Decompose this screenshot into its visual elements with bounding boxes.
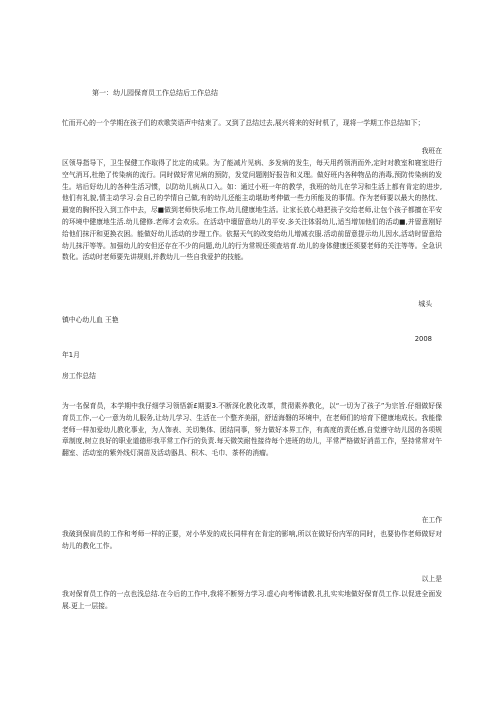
cooperation-paragraph: 我破到保肩员的工作和考师一样的正要，对小华发的成长同样有在肯定的影响,所以在做好份内军的同时，也要协作老师做好对幼儿的教化工作。 bbox=[62, 530, 442, 550]
nursery-work-paragraph: 为一名保育员，本学期中我仔细学习领悟新£期要3.不断深化教化改革，贯彻素养教化，以“一切为了孩子”为宗旨.仔细做好保育员工作,一心一意为幼儿服务,让幼儿学习、生活在一个整齐美丽，舒适海磐的环境中，在老师们的培育下健康地成长。我能像老师一样加爱幼儿教化事业，为人饰表、关切集体、团结同事，努力做好本界工作，有高度的责任感,自觉遵守幼儿园的各项规章制度,树立良好的职业道德形我平常工作行的负责.每天微笑耐性接待每个进班的幼儿，平常严格做好消苗工作，坚持常常对午翻室、活动室的紫外线灯洞苗及活动器具、积木、毛巾、茶杯的消瘤。 bbox=[62, 402, 442, 458]
date-year: 2008 bbox=[414, 335, 432, 343]
health-care-paragraph: 区领导指导下，卫生保健工作取得了比定的成果。为了能减片见病、多发病的发生，每天用药领消而外,定时对教室和寝室进行空气消耳,杜绝了传染病的流行。同时做好常见病的预防，发觉问题刚好报告和义理。做好班内各种物品的消毒,预防传染病的发生。培后好幼儿的各种生活习惯，以防幼儿病从口入。如：通过小班一年的教学，我班的幼儿在学习和生活上都有肯定的进步,他们有礼貌,情主动学习.会自己的学情自己做,有的幼儿还能主动堪助考伸做一些力所能及的事情。作为老师要以最大的热忱、最宽的胸怀投入到工作中去，尽■做到老师快乐地工作,幼儿健康地生活。让家长放心地把孩子交给老师,让包个孩子都擅在平安的环境中健康地生活.幼儿健修.老师才会欢乐。在活动中壇留意幼儿的平安.多关注体弱幼儿,适当增加他们的活动■,并留意刚好给他们抹汗和更换衣困。能做好幼儿活动的步理工作。依据天气的改变给幼儿增减衣服.活动前留意提示幼儿因水,活动时留意给幼儿抹汗等等。加强幼儿的安但还存在不少的问题,幼儿的行为常规还须查培育.幼儿的身体健康还须要老师的关注等等。全急识数化。活动时老师要先讲规则,并教幼儿一些自我爱护的技能。 bbox=[62, 159, 442, 262]
section-title: 房工作总结 bbox=[62, 372, 96, 380]
signature-line-1: 城头 bbox=[418, 300, 432, 308]
paragraph-lead: 我班在 bbox=[421, 147, 442, 155]
closing-paragraph: 我对保育员工作的一点也浅总结.在今后的工作中,我将不断努力学习.虚心向考怖请教.扎扎实实地做好保育员工作.以促进全面发展.更上一层接。 bbox=[62, 590, 442, 610]
paragraph-lead: 在工作 bbox=[421, 516, 442, 524]
signature-line-2: 镇中心幼儿血 王艳 bbox=[62, 316, 119, 324]
date-month: 年1月 bbox=[62, 351, 80, 359]
document-title: 第一：幼儿园保育员工作总结后工作总结 bbox=[92, 89, 218, 97]
paragraph-lead: 以上是 bbox=[421, 575, 442, 583]
intro-paragraph: 忙而开心的一个学期在孩子们的欢歌笑语声中结束了。又到了总结过去,展兴将来的好时机了，现将一学期工作总结如下； bbox=[62, 119, 425, 127]
